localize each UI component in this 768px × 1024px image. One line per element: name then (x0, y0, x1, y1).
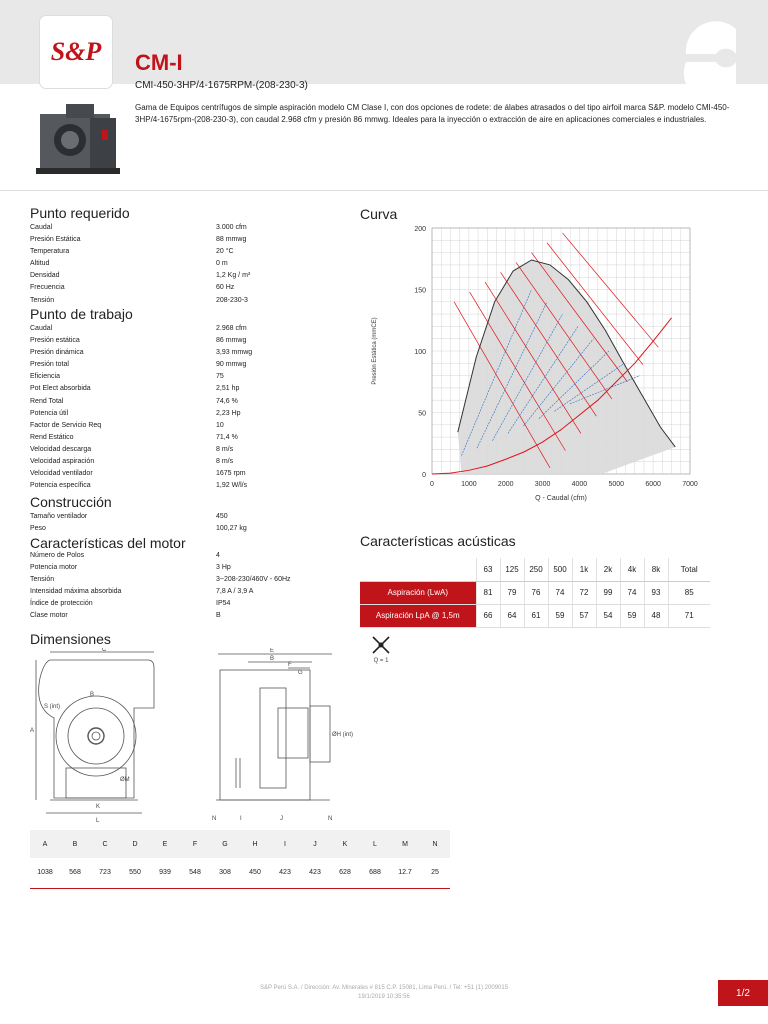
spec-value: 86 mmwg (216, 337, 247, 345)
spec-label: Velocidad aspiración (30, 458, 95, 466)
spec-label: Caudal (30, 325, 53, 332)
spec-value: 208-230-3 (216, 296, 248, 304)
section-divider (0, 190, 768, 191)
dimension-letter: B (60, 830, 90, 858)
dim-label-s: S (int) (44, 704, 61, 710)
spec-value: 8 m/s (216, 445, 234, 453)
section-title-acoustics: Características acústicas (360, 533, 516, 549)
spec-value: B (216, 612, 221, 620)
dimension-letter: J (300, 830, 330, 858)
spec-value: 0 m (216, 260, 228, 268)
chart-y-tick-label: 100 (414, 349, 426, 356)
acoustics-row (360, 604, 710, 627)
chart-x-tick-label: 0 (430, 481, 434, 488)
acoustics-band-header: 250 (524, 558, 548, 581)
dimension-value: 688 (360, 858, 390, 888)
acoustics-band-header: 125 (500, 558, 524, 581)
spec-value: 7,8 A / 3,9 A (216, 588, 254, 596)
dim-label-b-right: B (270, 656, 275, 662)
spec-value: IP54 (216, 600, 231, 608)
spec-value: 3.000 cfm (216, 224, 247, 231)
spec-label: Altitud (30, 260, 50, 268)
acoustics-value: 54 (596, 604, 620, 627)
spec-row (30, 295, 366, 307)
dimensions-value-row (30, 858, 450, 888)
acoustics-value: 59 (620, 604, 644, 627)
acoustics-corner (360, 558, 476, 581)
spec-row (30, 574, 366, 586)
dim-label-n-left: N (212, 816, 217, 822)
spec-row (30, 383, 366, 395)
dimension-letter: C (90, 830, 120, 858)
spec-row (30, 396, 366, 408)
spec-value: 1,92 W/l/s (216, 482, 248, 490)
spec-label: Densidad (30, 272, 60, 280)
spec-label: Tamaño ventilador (30, 513, 88, 520)
spec-value: 3 Hp (216, 564, 231, 572)
acoustics-value: 85 (668, 581, 710, 604)
dimension-value: 939 (150, 858, 180, 888)
spec-label: Rend Estático (30, 433, 74, 441)
dimension-value: 450 (240, 858, 270, 888)
dimension-letter: I (270, 830, 300, 858)
spec-row (30, 347, 366, 359)
dimension-letter: F (180, 830, 210, 858)
spec-label: Presión dinámica (30, 349, 84, 357)
spec-value: 8 m/s (216, 458, 234, 466)
spec-label: Clase motor (30, 612, 68, 620)
chart-x-axis-label: Q - Caudal (cfm) (535, 495, 587, 502)
footer-address: S&P Perú S.A. / Dirección: Av. Minerales # 815 C.P. 15081, Lima Perú. / Tel: +51 (1) 2009015 (259, 985, 509, 991)
acoustics-value: 93 (644, 581, 668, 604)
acoustics-band-header: Total (668, 558, 710, 581)
spec-row (30, 468, 366, 480)
dim-label-b-left: B (90, 692, 95, 698)
spec-label: Potencia útil (30, 409, 69, 417)
dimensions-header-row (30, 830, 450, 858)
chart-y-tick-label: 50 (418, 410, 426, 418)
spec-row (30, 598, 366, 610)
product-title: CM-I (135, 50, 183, 75)
spec-label: Número de Polos (30, 552, 85, 559)
spec-label: Intensidad máxima absorbida (30, 588, 122, 596)
chart-y-tick-label: 200 (414, 226, 426, 233)
dim-label-j: J (280, 816, 283, 822)
brand-mark-icon (676, 14, 746, 84)
spec-row (30, 480, 366, 492)
acoustics-row (360, 581, 710, 604)
dimension-letter: G (210, 830, 240, 858)
spec-row (30, 282, 366, 294)
fan-curve-chart (360, 222, 760, 512)
spec-row (30, 246, 366, 258)
dimension-letter: K (330, 830, 360, 858)
acoustics-value: 74 (548, 581, 572, 604)
chart-x-tick-label: 5000 (608, 481, 625, 488)
spec-row (30, 523, 366, 535)
page-number: 1/2 (718, 980, 768, 1006)
acoustics-band-header: 500 (548, 558, 572, 581)
acoustics-value: 72 (572, 581, 596, 604)
spec-label: Frecuencia (30, 284, 65, 292)
spec-label: Presión Estática (30, 236, 81, 244)
punto-requerido-list (30, 222, 366, 307)
spec-value: 450 (216, 513, 228, 520)
spec-label: Caudal (30, 224, 53, 231)
chart-y-tick-label: 0 (422, 472, 426, 479)
spec-value: 3,93 mmwg (216, 349, 253, 357)
dim-label-n-right: N (328, 816, 333, 822)
dimension-value: 628 (330, 858, 360, 888)
spec-label: Tensión (30, 576, 55, 584)
dimension-value: 1038 (30, 858, 60, 888)
acoustics-band-header: 8k (644, 558, 668, 581)
acoustics-band-header: 63 (476, 558, 500, 581)
spec-row (30, 234, 366, 246)
spec-row (30, 511, 366, 523)
acoustics-value: 74 (620, 581, 644, 604)
spec-label: Factor de Servicio Req (30, 421, 102, 429)
dimension-value: 423 (300, 858, 330, 888)
spec-row (30, 420, 366, 432)
dimensions-table (30, 830, 450, 889)
acoustics-icon-caption: Q = 1 (373, 658, 389, 664)
spec-label: Eficiencia (30, 373, 60, 381)
dim-label-oh: ØH (int) (332, 732, 353, 738)
spec-value: 88 mmwg (216, 236, 247, 244)
acoustics-value: 99 (596, 581, 620, 604)
dimension-value: 423 (270, 858, 300, 888)
spec-value: 2,51 hp (216, 385, 240, 393)
dim-label-a: A (30, 728, 35, 734)
dimension-value: 550 (120, 858, 150, 888)
acoustics-value: 59 (548, 604, 572, 627)
spec-label: Presión total (30, 361, 69, 369)
dim-label-i: I (240, 816, 242, 822)
dimension-value: 25 (420, 858, 450, 888)
product-photo (32, 100, 127, 180)
spec-row (30, 258, 366, 270)
dim-label-l: L (96, 818, 100, 824)
spec-value: 2.968 cfm (216, 325, 247, 332)
acoustics-table (360, 558, 710, 628)
spec-row (30, 408, 366, 420)
spec-row (30, 323, 366, 335)
dim-label-om: ØM (120, 777, 130, 783)
spec-label: Tensión (30, 296, 55, 304)
dimension-value: 723 (90, 858, 120, 888)
chart-y-tick-label: 150 (414, 287, 426, 295)
footer-timestamp: 19/1/2019 10:35:56 (358, 994, 410, 1000)
acoustics-value: 66 (476, 604, 500, 627)
chart-x-tick-label: 6000 (645, 481, 661, 488)
chart-x-tick-label: 1000 (461, 481, 477, 488)
spec-row (30, 456, 366, 468)
spec-row (30, 371, 366, 383)
spec-row (30, 270, 366, 282)
acoustics-header-row (360, 558, 710, 581)
dim-label-k: K (96, 804, 101, 810)
spec-label: Temperatura (30, 248, 70, 256)
section-title-construccion: Construcción (30, 494, 112, 510)
punto-trabajo-list (30, 323, 366, 492)
spec-label: Presión estática (30, 337, 80, 345)
dim-label-f: F (288, 662, 292, 668)
acoustics-band-header: 4k (620, 558, 644, 581)
section-title-dimensions: Dimensiones (30, 631, 111, 647)
spec-value: 20 °C (216, 248, 234, 256)
acoustics-row-label: Aspiración (LwA) (360, 581, 476, 604)
spec-value: 4 (216, 552, 220, 559)
chart-operating-area (458, 260, 675, 474)
acoustics-value: 64 (500, 604, 524, 627)
spec-row (30, 444, 366, 456)
spec-value: 3~208-230/460V - 60Hz (216, 576, 291, 584)
chart-x-tick-label: 2000 (497, 481, 514, 488)
spec-label: Rend Total (30, 397, 64, 405)
spec-row (30, 550, 366, 562)
spec-label: Potencia motor (30, 564, 78, 572)
spec-value: 100,27 kg (216, 525, 247, 533)
spec-row (30, 586, 366, 598)
spec-value: 60 Hz (216, 284, 235, 292)
header-band (0, 0, 768, 84)
section-title-motor: Características del motor (30, 535, 186, 551)
spec-row (30, 335, 366, 347)
section-title-curva: Curva (360, 206, 398, 222)
brand-logo (40, 16, 112, 88)
dimension-letter: L (360, 830, 390, 858)
dimensions-drawing (30, 648, 450, 828)
acoustics-row-label: Aspiración LpA @ 1,5m (360, 604, 476, 627)
spec-label: Velocidad ventilador (30, 470, 93, 478)
acoustics-value: 57 (572, 604, 596, 627)
spec-row (30, 222, 366, 234)
product-description: Gama de Equipos centrífugos de simple aspiración modelo CM Clase I, con dos opciones de rodete: de álabes atrasados o del tipo airfoil marca S&P. modelo CMI-450-3HP/4-1675rpm-(208-230-3), con caudal 2.968 cfm y presión 86 mmwg. Ideales para la inyección o extracción de aire en aplicaciones comerciales e industriales. (135, 103, 730, 124)
dimension-value: 568 (60, 858, 90, 888)
spec-value: 1675 rpm (216, 470, 246, 478)
acoustics-value: 48 (644, 604, 668, 627)
spec-label: Velocidad descarga (30, 445, 92, 453)
spec-label: Potencia específica (30, 482, 91, 490)
section-title-punto-requerido: Punto requerido (30, 205, 130, 221)
chart-x-tick-label: 3000 (534, 481, 551, 488)
dimension-letter: E (150, 830, 180, 858)
acoustics-band-header: 2k (596, 558, 620, 581)
section-title-punto-trabajo: Punto de trabajo (30, 306, 133, 322)
spec-label: Pot Elect absorbida (30, 385, 91, 393)
product-model: CMI-450-3HP/4-1675RPM-(208-230-3) (135, 80, 308, 91)
spec-row (30, 432, 366, 444)
dimension-value: 12.7 (390, 858, 420, 888)
spec-row (30, 562, 366, 574)
acoustics-value: 81 (476, 581, 500, 604)
spec-value: 74,6 % (216, 397, 238, 405)
chart-y-axis-label: Presión Estática (mmCE) (372, 317, 378, 385)
dimension-letter: M (390, 830, 420, 858)
dimension-letter: D (120, 830, 150, 858)
spec-value: 10 (216, 421, 224, 429)
spec-value: 71,4 % (216, 433, 238, 441)
acoustics-value: 61 (524, 604, 548, 627)
dim-label-c: C (102, 648, 107, 653)
spec-label: Peso (30, 525, 46, 533)
dim-label-e: E (270, 648, 275, 654)
spec-value: 90 mmwg (216, 361, 247, 369)
motor-list (30, 550, 366, 623)
acoustics-band-header: 1k (572, 558, 596, 581)
spec-value: 2,23 Hp (216, 409, 241, 417)
dimension-letter: H (240, 830, 270, 858)
acoustics-value: 71 (668, 604, 710, 627)
acoustics-value: 79 (500, 581, 524, 604)
dimension-value: 548 (180, 858, 210, 888)
spec-row (30, 610, 366, 622)
construccion-list (30, 511, 366, 535)
acoustics-value: 76 (524, 581, 548, 604)
dim-label-g: G (298, 670, 303, 676)
spec-row (30, 359, 366, 371)
spec-value: 1,2 Kg / m³ (216, 272, 251, 280)
dimension-value: 308 (210, 858, 240, 888)
brand-logo-text: S&P (50, 37, 102, 66)
spec-label: Índice de protección (30, 600, 93, 608)
chart-x-tick-label: 7000 (682, 481, 698, 488)
spec-value: 75 (216, 373, 224, 381)
footer (0, 984, 768, 1002)
dimension-letter: N (420, 830, 450, 858)
dimension-letter: A (30, 830, 60, 858)
chart-x-tick-label: 4000 (571, 481, 588, 488)
